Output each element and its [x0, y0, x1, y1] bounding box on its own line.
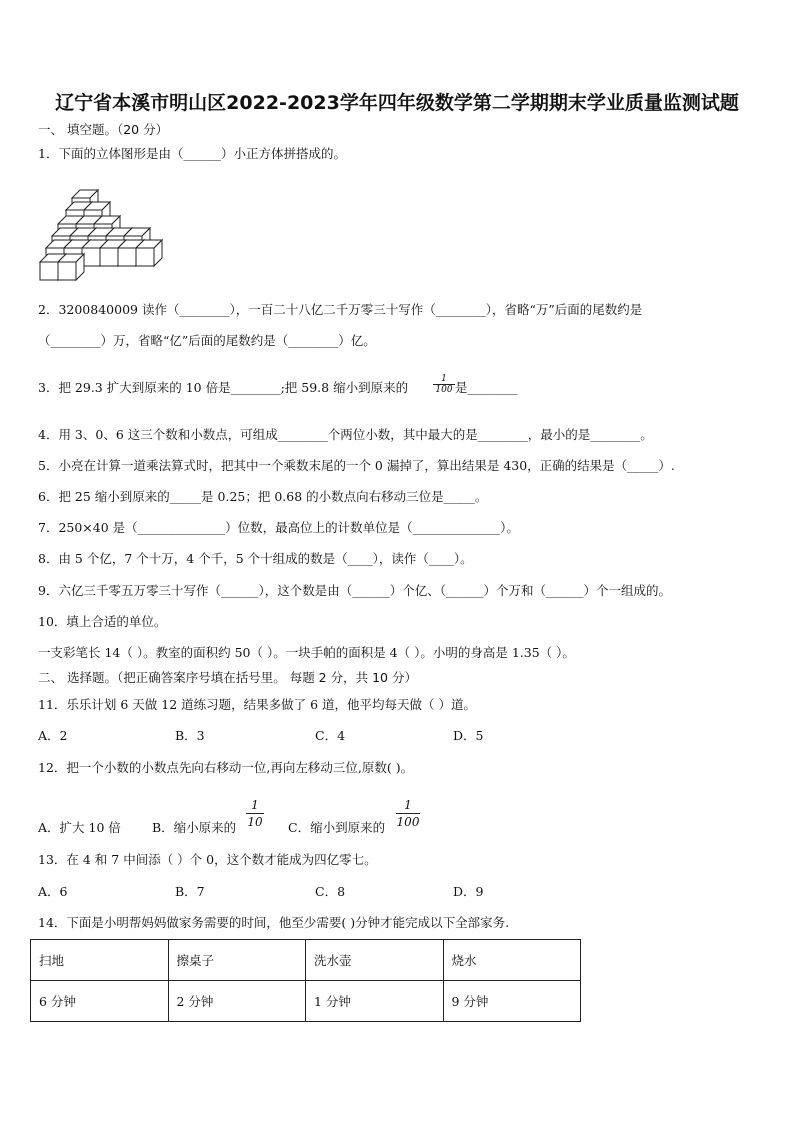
table-cell-chore: 擦桌子	[168, 940, 306, 981]
question-11-stem: 11．乐乐计划 6 天做 12 道练习题，结果多做了 6 道，他平均每天做（ ）道。	[38, 697, 477, 712]
question-5: 5．小亮在计算一道乘法算式时，把其中一个乘数末尾的一个 0 漏掉了，算出结果是 430，正确的结果是（_____）.	[38, 458, 675, 473]
section-fill-heading: 一、 填空题。（20 分）	[38, 122, 169, 137]
table-cell-chore: 洗水壶	[306, 940, 444, 981]
question-3-part-b: 是________	[455, 380, 518, 395]
fraction-numerator: 1	[404, 798, 412, 812]
section-choice-heading: 二、 选择题。（把正确答案序号填在括号里。 每题 2 分，共 10 分）	[38, 670, 417, 685]
question-10-body: 一支彩笔长 14（ ）。教室的面积约 50（ ）。一块手帕的面积是 4（ ）。小明的身高是 1.35（ ）。	[38, 645, 575, 660]
question-13-option-b: B．7	[175, 884, 205, 899]
question-13-option-a: A．6	[38, 884, 68, 899]
table-cell-time: 9 分钟	[443, 981, 581, 1022]
fraction-denominator: 100	[396, 815, 420, 829]
page-title: 辽宁省本溪市明山区2022-2023学年四年级数学第二学期期末学业质量监测试题	[55, 92, 739, 114]
question-10-title: 10．填上合适的单位。	[38, 614, 167, 629]
question-13-option-c: C．8	[315, 884, 346, 899]
question-12-option-c: C．缩小到原来的	[288, 820, 386, 835]
question-11-option-d: D．5	[453, 728, 484, 743]
fraction-numerator: 1	[251, 798, 259, 812]
question-7: 7．250×40 是（______________）位数，最高位上的计数单位是（______________）。	[38, 520, 519, 535]
question-11-option-b: B．3	[175, 728, 205, 743]
table-row	[31, 940, 581, 981]
question-4: 4．用 3、0、6 这三个数和小数点，可组成________个两位小数，其中最大的是________，最小的是________。	[38, 427, 653, 442]
question-2-line-2: （________）万，省略“亿”后面的尾数约是（________）亿。	[38, 333, 376, 348]
fraction-numerator: 1	[441, 374, 447, 384]
question-14-stem: 14．下面是小明帮妈妈做家务需要的时间，他至少需要( )分钟才能完成以下全部家务.	[38, 915, 510, 930]
chores-table	[30, 939, 581, 1022]
question-12-option-b: B．缩小原来的	[152, 820, 237, 835]
question-3-part-a: 3．把 29.3 扩大到原来的 10 倍是________;把 59.8 缩小到原来的	[38, 380, 409, 395]
cube-stack-figure	[36, 184, 166, 284]
question-12-option-b-fraction	[246, 797, 264, 830]
table-cell-chore: 扫地	[31, 940, 169, 981]
table-cell-time: 6 分钟	[31, 981, 169, 1022]
question-6: 6．把 25 缩小到原来的_____是 0.25；把 0.68 的小数点向右移动三位是_____。	[38, 489, 488, 504]
question-9: 9．六亿三千零五万零三十写作（______），这个数是由（______）个亿、（______）个万和（______）个一组成的。	[38, 583, 671, 598]
table-cell-time: 2 分钟	[168, 981, 306, 1022]
question-12-option-a: A．扩大 10 倍	[38, 820, 121, 835]
question-2-line-1: 2．3200840009 读作（________），一百二十八亿二千万零三十写作（________），省略“万”后面的尾数约是	[38, 302, 643, 317]
table-cell-time: 1 分钟	[306, 981, 444, 1022]
fraction-denominator: 10	[247, 815, 263, 829]
question-11-option-c: C．4	[315, 728, 346, 743]
question-3-fraction	[433, 374, 455, 395]
question-13-option-d: D．9	[453, 884, 484, 899]
question-8: 8．由 5 个亿，7 个十万，4 个千，5 个十组成的数是（____），读作（____）。	[38, 551, 473, 566]
question-12-option-c-fraction	[396, 797, 420, 830]
question-1: 1．下面的立体图形是由（______）小正方体拼搭成的。	[38, 146, 346, 161]
table-row	[31, 981, 581, 1022]
table-cell-chore: 烧水	[443, 940, 581, 981]
question-12-stem: 12．把一个小数的小数点先向右移动一位,再向左移动三位,原数( )。	[38, 760, 414, 775]
question-11-option-a: A．2	[38, 728, 68, 743]
fraction-denominator: 100	[433, 384, 455, 395]
question-13-stem: 13．在 4 和 7 中间添（ ）个 0，这个数才能成为四亿零七。	[38, 852, 377, 867]
